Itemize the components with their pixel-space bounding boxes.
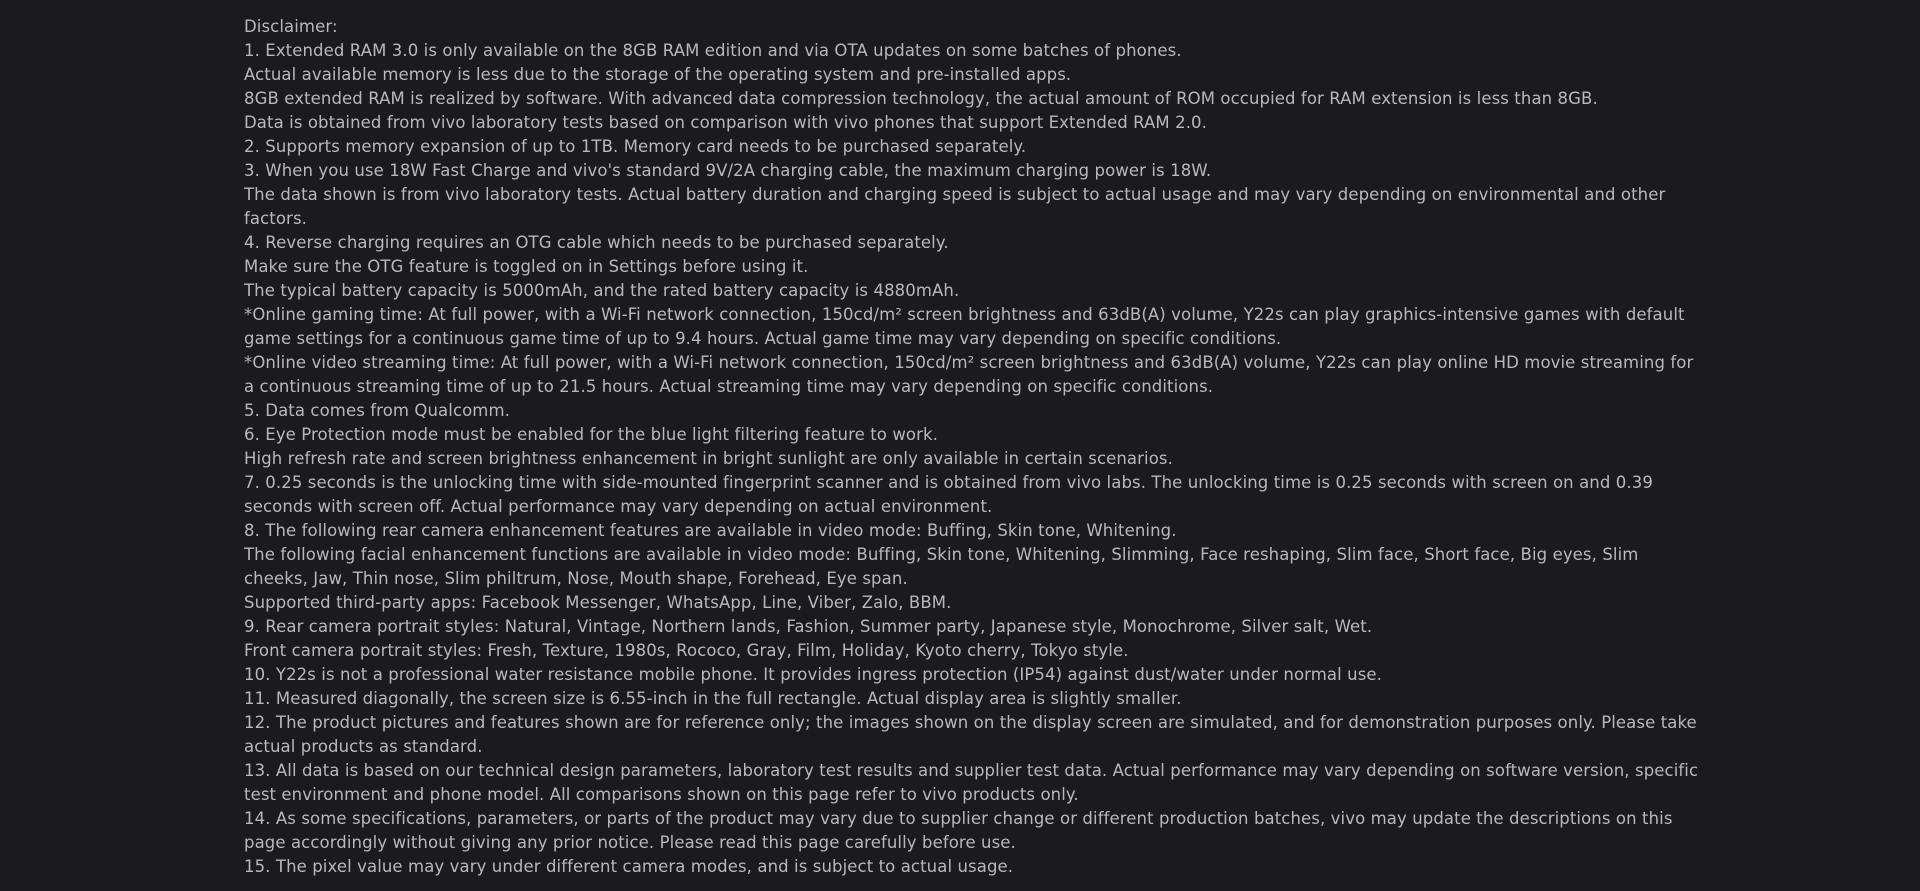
disclaimer-title: Disclaimer: <box>244 17 338 36</box>
disclaimer-line: 4. Reverse charging requires an OTG cable which needs to be purchased separately. <box>244 233 949 252</box>
disclaimer-line: High refresh rate and screen brightness enhancement in bright sunlight are only available in certain scenarios. <box>244 449 1173 468</box>
disclaimer-section <box>244 15 1704 879</box>
disclaimer-line: Front camera portrait styles: Fresh, Texture, 1980s, Rococo, Gray, Film, Holiday, Kyoto cherry, Tokyo style. <box>244 641 1129 660</box>
disclaimer-line: *Online video streaming time: At full power, with a Wi-Fi network connection, 150cd/m² screen brightness and 63dB(A) volume, Y22s can play online HD movie streaming for a continuous streaming time of up to 21.5 hours. Actual streaming time may vary depending on specific conditions. <box>244 353 1694 396</box>
disclaimer-line: 1. Extended RAM 3.0 is only available on the 8GB RAM edition and via OTA updates on some batches of phones. <box>244 41 1182 60</box>
disclaimer-line: *Online gaming time: At full power, with a Wi-Fi network connection, 150cd/m² screen brightness and 63dB(A) volume, Y22s can play graphics-intensive games with default game settings for a continuous game time of up to 9.4 hours. Actual game time may vary depending on specific conditions. <box>244 305 1685 348</box>
disclaimer-line: 9. Rear camera portrait styles: Natural, Vintage, Northern lands, Fashion, Summer party, Japanese style, Monochrome, Silver salt, Wet. <box>244 617 1373 636</box>
disclaimer-line: 8GB extended RAM is realized by software. With advanced data compression technology, the actual amount of ROM occupied for RAM extension is less than 8GB. <box>244 89 1598 108</box>
disclaimer-line: 10. Y22s is not a professional water resistance mobile phone. It provides ingress protection (IP54) against dust/water under normal use. <box>244 665 1383 684</box>
disclaimer-line: Make sure the OTG feature is toggled on in Settings before using it. <box>244 257 809 276</box>
disclaimer-line: The typical battery capacity is 5000mAh, and the rated battery capacity is 4880mAh. <box>244 281 960 300</box>
disclaimer-line: 8. The following rear camera enhancement features are available in video mode: Buffing, Skin tone, Whitening. <box>244 521 1177 540</box>
disclaimer-line: 2. Supports memory expansion of up to 1TB. Memory card needs to be purchased separately. <box>244 137 1027 156</box>
disclaimer-line: 13. All data is based on our technical design parameters, laboratory test results and supplier test data. Actual performance may vary depending on software version, specific test environment and phone model. All comparisons shown on this page refer to vivo products only. <box>244 761 1699 804</box>
disclaimer-line: 7. 0.25 seconds is the unlocking time with side-mounted fingerprint scanner and is obtained from vivo labs. The unlocking time is 0.25 seconds with screen on and 0.39 seconds with screen off. Actual performance may vary depending on actual environment. <box>244 473 1653 516</box>
disclaimer-line: The following facial enhancement functions are available in video mode: Buffing, Skin tone, Whitening, Slimming, Face reshaping, Slim face, Short face, Big eyes, Slim cheeks, Jaw, Thin nose, Slim philtrum, Nose, Mouth shape, Forehead, Eye span. <box>244 545 1639 588</box>
disclaimer-line: 3. When you use 18W Fast Charge and vivo's standard 9V/2A charging cable, the maximum charging power is 18W. <box>244 161 1212 180</box>
disclaimer-line: 5. Data comes from Qualcomm. <box>244 401 511 420</box>
disclaimer-line: 6. Eye Protection mode must be enabled for the blue light filtering feature to work. <box>244 425 939 444</box>
disclaimer-line: Data is obtained from vivo laboratory tests based on comparison with vivo phones that support Extended RAM 2.0. <box>244 113 1207 132</box>
disclaimer-line: 15. The pixel value may vary under different camera modes, and is subject to actual usage. <box>244 857 1014 876</box>
disclaimer-line: The data shown is from vivo laboratory tests. Actual battery duration and charging speed is subject to actual usage and may vary depending on environmental and other factors. <box>244 185 1666 228</box>
disclaimer-line: Actual available memory is less due to the storage of the operating system and pre-installed apps. <box>244 65 1072 84</box>
disclaimer-line: 14. As some specifications, parameters, or parts of the product may vary due to supplier change or different production batches, vivo may update the descriptions on this page accordingly without giving any prior notice. Please read this page carefully before use. <box>244 809 1673 852</box>
disclaimer-line: Supported third-party apps: Facebook Messenger, WhatsApp, Line, Viber, Zalo, BBM. <box>244 593 952 612</box>
disclaimer-line: 11. Measured diagonally, the screen size is 6.55-inch in the full rectangle. Actual display area is slightly smaller. <box>244 689 1182 708</box>
disclaimer-line: 12. The product pictures and features shown are for reference only; the images shown on the display screen are simulated, and for demonstration purposes only. Please take actual products as standard. <box>244 713 1697 756</box>
